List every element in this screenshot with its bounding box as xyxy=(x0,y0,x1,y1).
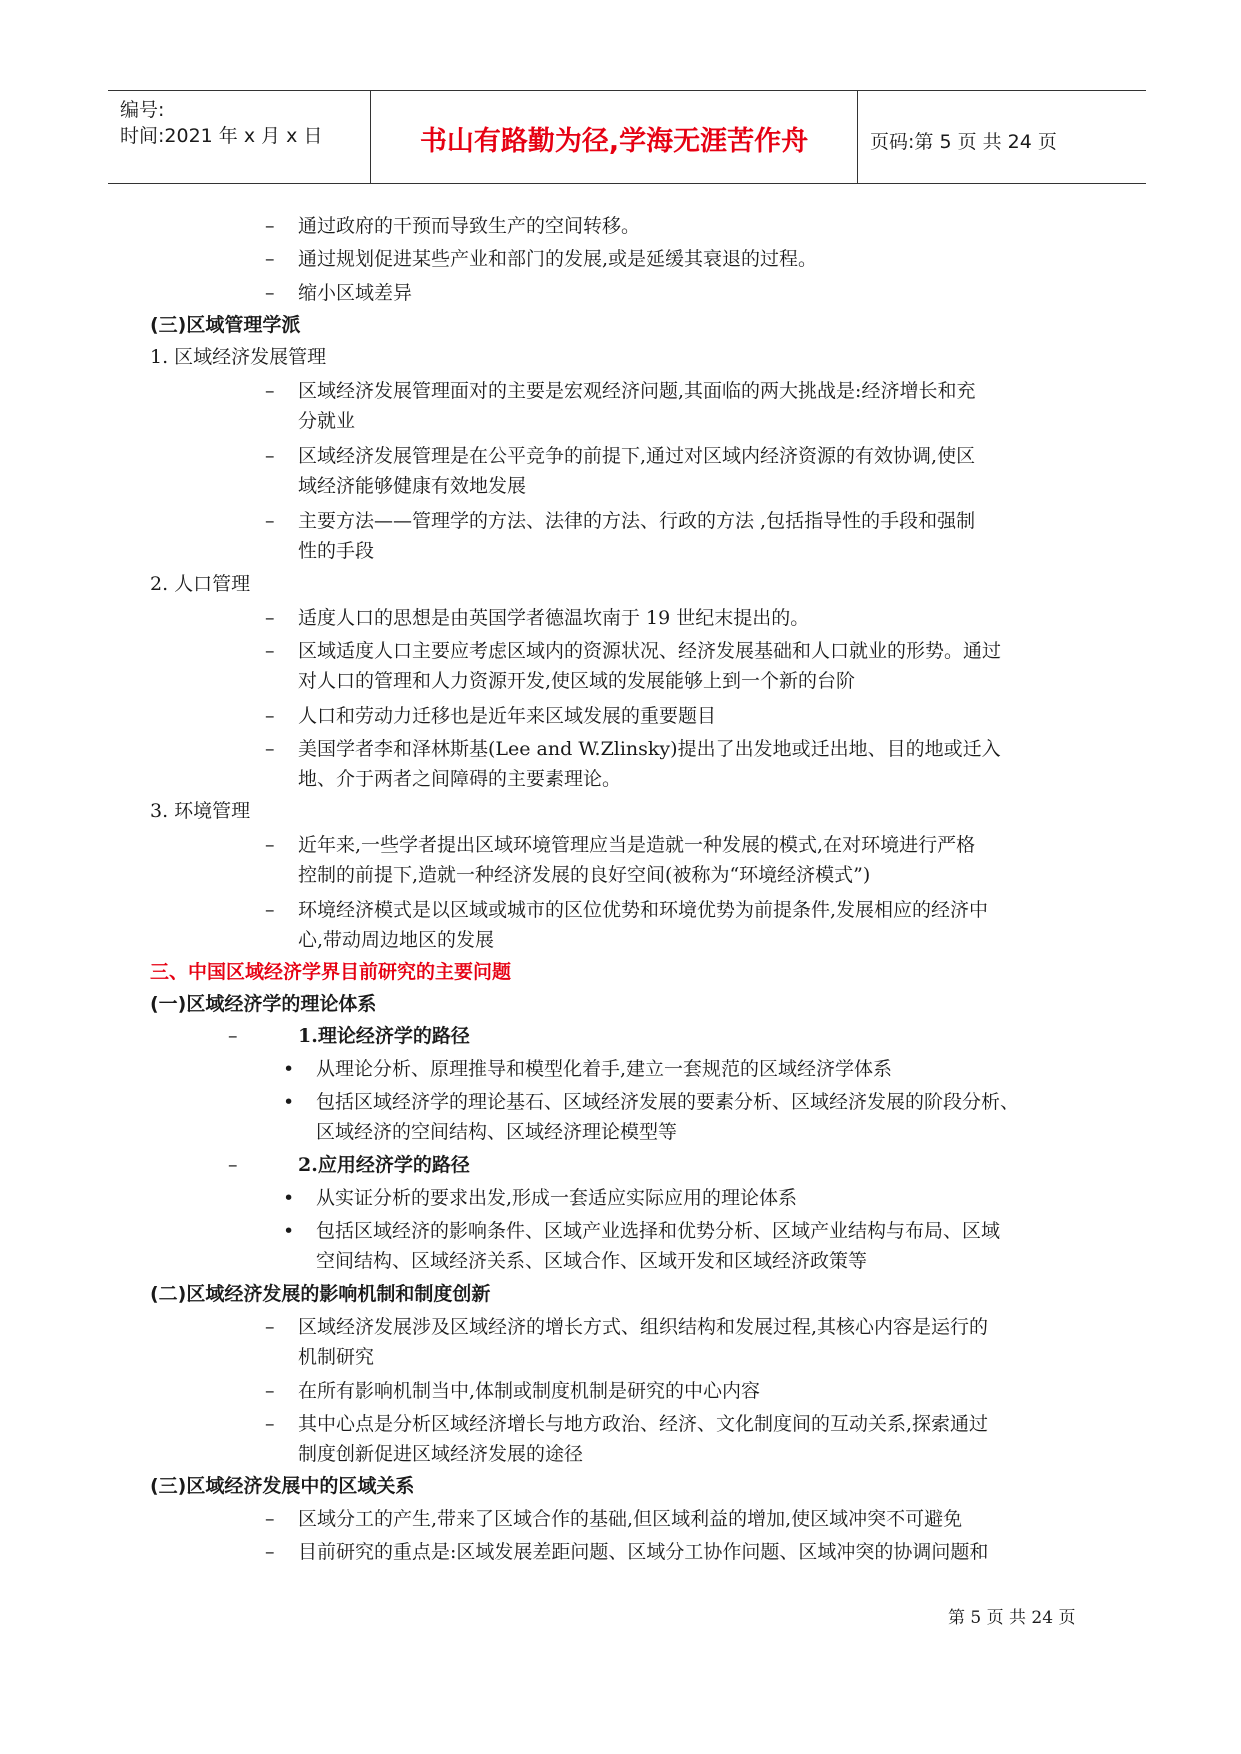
header-right-cell xyxy=(858,91,1146,183)
list-item-continuation: 域经济能够健康有效地发展 xyxy=(298,475,527,497)
dash-bullet: – xyxy=(265,834,275,856)
list-item: 适度人口的思想是由英国学者德温坎南于 19 世纪末提出的。 xyxy=(298,607,810,629)
list-item: 环境经济模式是以区域或城市的区位优势和环境优势为前提条件,发展相应的经济中 xyxy=(298,899,989,921)
dot-bullet: • xyxy=(283,1091,295,1113)
list-item: 缩小区域差异 xyxy=(298,282,413,304)
list-item: 通过规划促进某些产业和部门的发展,或是延缓其衰退的过程。 xyxy=(298,248,818,270)
list-item: 从理论分析、原理推导和模型化着手,建立一套规范的区域经济学体系 xyxy=(316,1058,893,1080)
header-motto: 书山有路勤为径,学海无涯苦作舟 xyxy=(419,126,809,157)
dash-bullet: – xyxy=(265,1380,275,1402)
subsection-heading: 2. 人口管理 xyxy=(150,573,251,595)
dash-bullet: – xyxy=(265,1413,275,1435)
dot-bullet: • xyxy=(283,1187,295,1209)
dash-bullet: – xyxy=(265,1541,275,1563)
list-item-continuation: 空间结构、区域经济关系、区域合作、区域开发和区域经济政策等 xyxy=(316,1250,868,1272)
dash-bullet: – xyxy=(228,1025,238,1047)
dash-bullet: – xyxy=(265,738,275,760)
list-item-continuation: 控制的前提下,造就一种经济发展的良好空间(被称为“环境经济模式”) xyxy=(298,864,871,886)
subsection-heading: 3. 环境管理 xyxy=(150,800,251,822)
list-item-continuation: 心,带动周边地区的发展 xyxy=(298,929,495,951)
list-item: 区域经济发展管理是在公平竞争的前提下,通过对区域内经济资源的有效协调,使区 xyxy=(298,445,976,467)
list-item-continuation: 机制研究 xyxy=(298,1346,375,1368)
document-time-label: 时间:2021 年 x 月 x 日 xyxy=(120,125,323,147)
dot-bullet: • xyxy=(283,1220,295,1242)
subsection-heading: 1. 区域经济发展管理 xyxy=(150,346,327,368)
section-heading: (一)区域经济学的理论体系 xyxy=(150,993,377,1015)
dash-bullet: – xyxy=(265,640,275,662)
list-item: 人口和劳动力迁移也是近年来区域发展的重要题目 xyxy=(298,705,717,727)
subsection-heading: 1.理论经济学的路径 xyxy=(298,1025,470,1047)
dash-bullet: – xyxy=(265,248,275,270)
list-item-continuation: 区域经济的空间结构、区域经济理论模型等 xyxy=(316,1121,678,1143)
list-item: 近年来,一些学者提出区域环境管理应当是造就一种发展的模式,在对环境进行严格 xyxy=(298,834,976,856)
dash-bullet: – xyxy=(265,899,275,921)
section-heading: (三)区域管理学派 xyxy=(150,314,301,336)
document-number-label: 编号: xyxy=(120,99,165,121)
list-item: 主要方法——管理学的方法、法律的方法、行政的方法 ,包括指导性的手段和强制 xyxy=(298,510,976,532)
dash-bullet: – xyxy=(265,215,275,237)
list-item: 从实证分析的要求出发,形成一套适应实际应用的理论体系 xyxy=(316,1187,798,1209)
dash-bullet: – xyxy=(265,1508,275,1530)
list-item-continuation: 制度创新促进区域经济发展的途径 xyxy=(298,1443,584,1465)
header-left-cell xyxy=(108,91,370,183)
dot-bullet: • xyxy=(283,1058,295,1080)
header-page-label: 页码:第 5 页 共 24 页 xyxy=(870,131,1057,153)
list-item-continuation: 分就业 xyxy=(298,410,356,432)
dash-bullet: – xyxy=(265,282,275,304)
list-item-continuation: 对人口的管理和人力资源开发,使区域的发展能够上到一个新的台阶 xyxy=(298,670,856,692)
page-header xyxy=(108,90,1146,184)
dash-bullet: – xyxy=(228,1154,238,1176)
list-item: 包括区域经济的影响条件、区域产业选择和优势分析、区域产业结构与布局、区域 xyxy=(316,1220,1001,1242)
section-heading: (二)区域经济发展的影响机制和制度创新 xyxy=(150,1283,491,1305)
dash-bullet: – xyxy=(265,1316,275,1338)
list-item-continuation: 地、介于两者之间障碍的主要素理论。 xyxy=(298,768,622,790)
list-item: 包括区域经济学的理论基石、区域经济发展的要素分析、区域经济发展的阶段分析、 xyxy=(316,1091,1020,1113)
subsection-heading: 2.应用经济学的路径 xyxy=(298,1154,470,1176)
dash-bullet: – xyxy=(265,380,275,402)
list-item: 美国学者李和泽林斯基(Lee and W.Zlinsky)提出了出发地或迁出地、目的地或迁入 xyxy=(298,738,1001,760)
list-item: 区域经济发展涉及区域经济的增长方式、组织结构和发展过程,其核心内容是运行的 xyxy=(298,1316,989,1338)
section-heading: (三)区域经济发展中的区域关系 xyxy=(150,1475,415,1497)
list-item: 区域经济发展管理面对的主要是宏观经济问题,其面临的两大挑战是:经济增长和充 xyxy=(298,380,976,402)
list-item: 通过政府的干预而导致生产的空间转移。 xyxy=(298,215,641,237)
list-item: 在所有影响机制当中,体制或制度机制是研究的中心内容 xyxy=(298,1380,761,1402)
list-item: 目前研究的重点是:区域发展差距问题、区域分工协作问题、区域冲突的协调问题和 xyxy=(298,1541,989,1563)
list-item-continuation: 性的手段 xyxy=(298,540,375,562)
dash-bullet: – xyxy=(265,510,275,532)
header-motto-cell xyxy=(370,91,858,183)
chapter-heading: 三、中国区域经济学界目前研究的主要问题 xyxy=(150,961,512,983)
dash-bullet: – xyxy=(265,607,275,629)
list-item: 区域分工的产生,带来了区域合作的基础,但区域利益的增加,使区域冲突不可避免 xyxy=(298,1508,963,1530)
dash-bullet: – xyxy=(265,705,275,727)
page-footer: 第 5 页 共 24 页 xyxy=(948,1608,1076,1628)
list-item: 区域适度人口主要应考虑区域内的资源状况、经济发展基础和人口就业的形势。通过 xyxy=(298,640,1002,662)
dash-bullet: – xyxy=(265,445,275,467)
list-item: 其中心点是分析区域经济增长与地方政治、经济、文化制度间的互动关系,探索通过 xyxy=(298,1413,989,1435)
